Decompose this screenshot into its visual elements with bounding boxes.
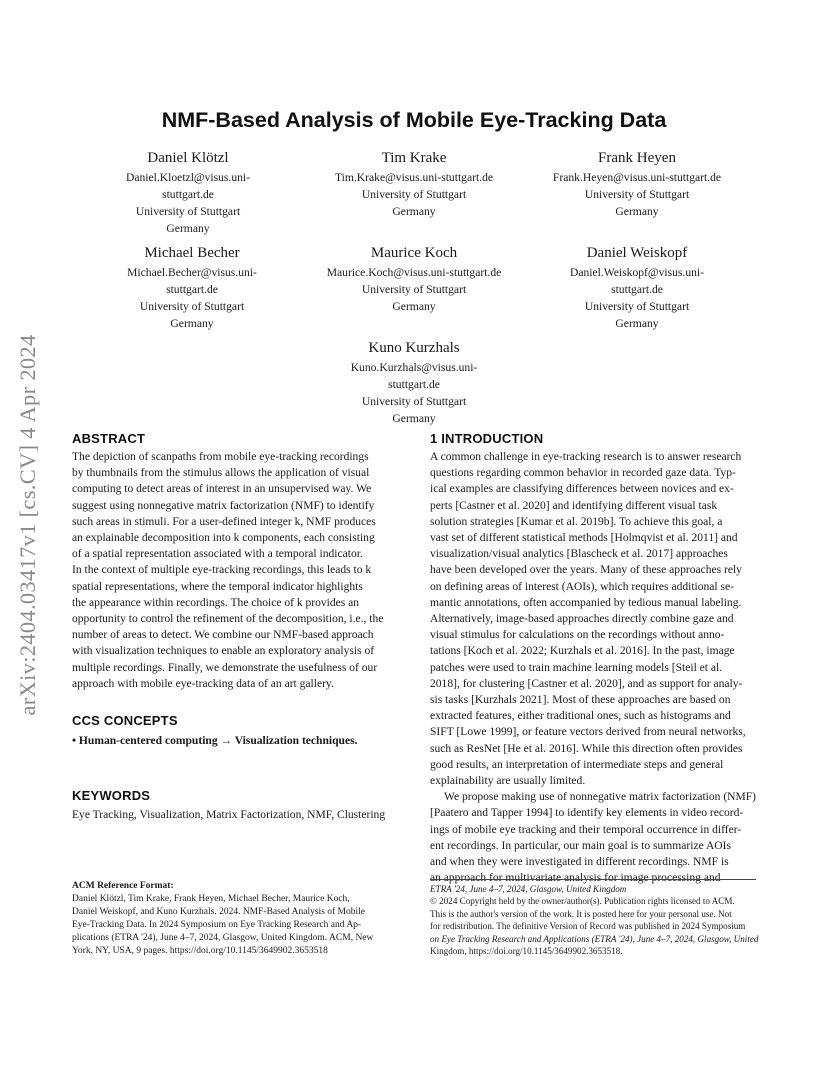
- author-block: [82, 243, 302, 332]
- intro-line: explainability are usually limited.: [430, 775, 586, 788]
- abstract-line: approach with mobile eye-tracking data of an art gallery.: [72, 677, 334, 690]
- author-block: [304, 148, 524, 220]
- conference-line: ETRA '24, June 4–7, 2024, Glasgow, United Kingdom: [430, 884, 627, 894]
- author-affiliation: University of Stuttgart: [584, 300, 690, 313]
- ccs-heading: CCS CONCEPTS: [72, 713, 178, 728]
- intro-line: [Paatero and Tapper 1994] to identify key elements in video record-: [430, 807, 744, 820]
- abstract-line: suggest using nonnegative matrix factorization (NMF) to identify: [72, 499, 375, 512]
- author-block: [78, 148, 298, 237]
- author-name: Michael Becher: [144, 245, 240, 261]
- author-country: Germany: [166, 222, 210, 235]
- abstract-line: spatial representations, where the temporal indicator highlights: [72, 580, 363, 593]
- author-email-cont: stuttgart.de: [162, 188, 214, 201]
- author-block: [304, 338, 524, 427]
- author-email: Maurice.Koch@visus.uni-stuttgart.de: [326, 266, 502, 279]
- intro-line: vast set of different statistical methods [Holmqvist et al. 2011] and: [430, 532, 738, 545]
- author-affiliation: University of Stuttgart: [139, 300, 245, 313]
- intro-line: good results, an interpretation of intermediate steps and general: [430, 758, 724, 771]
- author-name: Kuno Kurzhals: [368, 340, 460, 356]
- intro-line: 2018], for clustering [Castner et al. 2020], and as support for analy-: [430, 677, 743, 690]
- author-name: Tim Krake: [381, 150, 447, 166]
- intro-line: ings of mobile eye tracking and their temporal occurrence in differ-: [430, 823, 742, 836]
- author-affiliation: University of Stuttgart: [584, 188, 690, 201]
- intro-line: and when they were investigated in different recordings. NMF is: [430, 856, 729, 869]
- abstract-line: of a spatial representation associated with a temporal indicator.: [72, 548, 363, 561]
- author-country: Germany: [392, 300, 436, 313]
- arxiv-side-stamp: [8, 290, 48, 760]
- abstract-line: the appearance within recordings. The choice of k provides an: [72, 596, 360, 609]
- author-email-cont: stuttgart.de: [611, 283, 663, 296]
- intro-line: such as ResNet [He et al. 2016]. While this direction often provides: [430, 742, 743, 755]
- author-email: Tim.Krake@visus.uni-stuttgart.de: [334, 171, 494, 184]
- author-block: [527, 148, 747, 220]
- acm-reference: [72, 880, 402, 957]
- author-country: Germany: [615, 205, 659, 218]
- intro-line: have been developed over the years. Many of these approaches rely: [430, 564, 742, 577]
- copyright-notice: [430, 883, 760, 957]
- author-country: Germany: [615, 317, 659, 330]
- author-email: Frank.Heyen@visus.uni-stuttgart.de: [552, 171, 722, 184]
- abstract-line: computing to detect areas of interest in an unsupervised way. We: [72, 483, 372, 496]
- author-country: Germany: [392, 412, 436, 425]
- abstract-line: In the context of multiple eye-tracking recordings, this leads to k: [72, 564, 372, 577]
- intro-line: perts [Castner et al. 2020] and identifying different visual task: [430, 499, 718, 512]
- author-email: Daniel.Kloetzl@visus.uni-: [125, 171, 251, 184]
- acm-reference-line: plications (ETRA '24), June 4–7, 2024, Glasgow, United Kingdom. ACM, New: [72, 932, 374, 943]
- intro-line: A common challenge in eye-tracking research is to answer research: [430, 451, 742, 463]
- introduction-text: [430, 449, 756, 886]
- abstract-line: with visualization techniques to enable an exploratory analysis of: [72, 645, 375, 658]
- copyright-line: for redistribution. The definitive Version of Record was published in 2024 Symposium: [430, 921, 746, 932]
- author-email: Michael.Becher@visus.uni-: [127, 266, 257, 279]
- intro-line: visual stimulus for calculations on the recordings without anno-: [430, 629, 725, 642]
- intro-line: sis tasks [Kurzhals 2021]. Most of these approaches are based on: [430, 694, 731, 707]
- intro-line: patches were used to train machine learning models [Steil et al.: [430, 661, 723, 674]
- arxiv-identifier: arXiv:2404.03417v1 [cs.CV] 4 Apr 2024: [15, 334, 40, 716]
- keywords-text: [72, 807, 402, 823]
- author-email-cont: stuttgart.de: [388, 378, 440, 391]
- abstract-line: by thumbnails from the stimulus allows the application of visual: [72, 467, 370, 480]
- ccs-concept: • Human-centered computing → Visualization techniques.: [72, 735, 358, 747]
- author-email-cont: stuttgart.de: [166, 283, 218, 296]
- author-country: Germany: [170, 317, 214, 330]
- author-affiliation: University of Stuttgart: [361, 395, 467, 408]
- acm-reference-line: Daniel Klötzl, Tim Krake, Frank Heyen, Michael Becher, Maurice Koch,: [72, 893, 350, 904]
- acm-reference-line: Eye-Tracking Data. In 2024 Symposium on Eye Tracking Research and Ap-: [72, 919, 362, 930]
- intro-line: visualization/visual analytics [Blascheck et al. 2017] approaches: [430, 548, 728, 561]
- author-block: [304, 243, 524, 315]
- abstract-line: an explainable decomposition into k components, each consisting: [72, 532, 375, 545]
- author-email: Daniel.Weiskopf@visus.uni-: [569, 266, 705, 279]
- intro-line: solution strategies [Kumar et al. 2019b]. To achieve this goal, a: [430, 515, 723, 528]
- copyright-line: This is the author's version of the work. It is posted here for your personal use. Not: [430, 908, 732, 919]
- abstract-text: [72, 449, 399, 692]
- author-block: [527, 243, 747, 332]
- author-name: Daniel Klötzl: [147, 150, 229, 166]
- abstract-line: number of areas to detect. We combine our NMF-based approach: [72, 629, 374, 642]
- abstract-line: multiple recordings. Finally, we demonstrate the usefulness of our: [72, 661, 378, 674]
- copyright-line: © 2024 Copyright held by the owner/author(s). Publication rights licensed to ACM.: [430, 896, 735, 907]
- acm-reference-line: Daniel Weiskopf, and Kuno Kurzhals. 2024. NMF-Based Analysis of Mobile: [72, 906, 365, 917]
- author-name: Daniel Weiskopf: [586, 245, 688, 261]
- author-affiliation: University of Stuttgart: [135, 205, 241, 218]
- intro-line: SIFT [Lowe 1999], or feature vectors derived from neural networks,: [430, 726, 746, 739]
- intro-line: an approach for multivariate analysis for image processing and: [430, 872, 721, 885]
- ccs-text: [72, 733, 402, 749]
- intro-line: extracted features, either traditional ones, such as histograms and: [430, 710, 731, 723]
- keywords-heading: KEYWORDS: [72, 788, 151, 803]
- copyright-line: Kingdom, https://doi.org/10.1145/3649902.3653518.: [430, 946, 623, 957]
- intro-line: ent recordings. In particular, our main goal is to summarize AOIs: [430, 839, 731, 852]
- author-email: Kuno.Kurzhals@visus.uni-: [350, 361, 478, 374]
- intro-line: We propose making use of nonnegative matrix factorization (NMF): [444, 791, 757, 804]
- acm-reference-heading: ACM Reference Format:: [72, 881, 174, 891]
- footnote-rule: [430, 879, 756, 880]
- intro-line: questions regarding common behavior in recorded gaze data. Typ-: [430, 467, 736, 480]
- intro-line: tations [Koch et al. 2022; Kurzhals et al. 2016]. In the past, image: [430, 645, 735, 658]
- author-name: Maurice Koch: [370, 245, 458, 261]
- author-name: Frank Heyen: [598, 150, 676, 166]
- intro-line: on defining areas of interest (AOIs), which requires additional se-: [430, 580, 734, 593]
- abstract-heading: ABSTRACT: [72, 431, 146, 446]
- author-country: Germany: [392, 205, 436, 218]
- intro-line: mantic annotations, often accompanied by tedious manual labeling.: [430, 596, 742, 609]
- intro-line: ical examples are classifying differences between novices and ex-: [430, 483, 734, 496]
- paper-title: NMF-Based Analysis of Mobile Eye-Tracking Data: [161, 108, 667, 132]
- author-affiliation: University of Stuttgart: [361, 283, 467, 296]
- abstract-line: opportunity to control the refinement of the decomposition, i.e., the: [72, 613, 384, 626]
- keywords-list: Eye Tracking, Visualization, Matrix Factorization, NMF, Clustering: [72, 809, 386, 821]
- abstract-line: The depiction of scanpaths from mobile eye-tracking recordings: [72, 451, 369, 463]
- author-affiliation: University of Stuttgart: [361, 188, 467, 201]
- abstract-line: such areas in stimuli. For a user-defined integer k, NMF produces: [72, 515, 376, 528]
- introduction-heading: 1 INTRODUCTION: [430, 431, 544, 446]
- acm-reference-line: York, NY, USA, 9 pages. https://doi.org/10.1145/3649902.3653518: [72, 945, 328, 956]
- intro-line: Alternatively, image-based approaches directly combine gaze and: [430, 613, 734, 626]
- copyright-line: on Eye Tracking Research and Applications (ETRA '24), June 4–7, 2024, Glasgow, United: [430, 933, 759, 944]
